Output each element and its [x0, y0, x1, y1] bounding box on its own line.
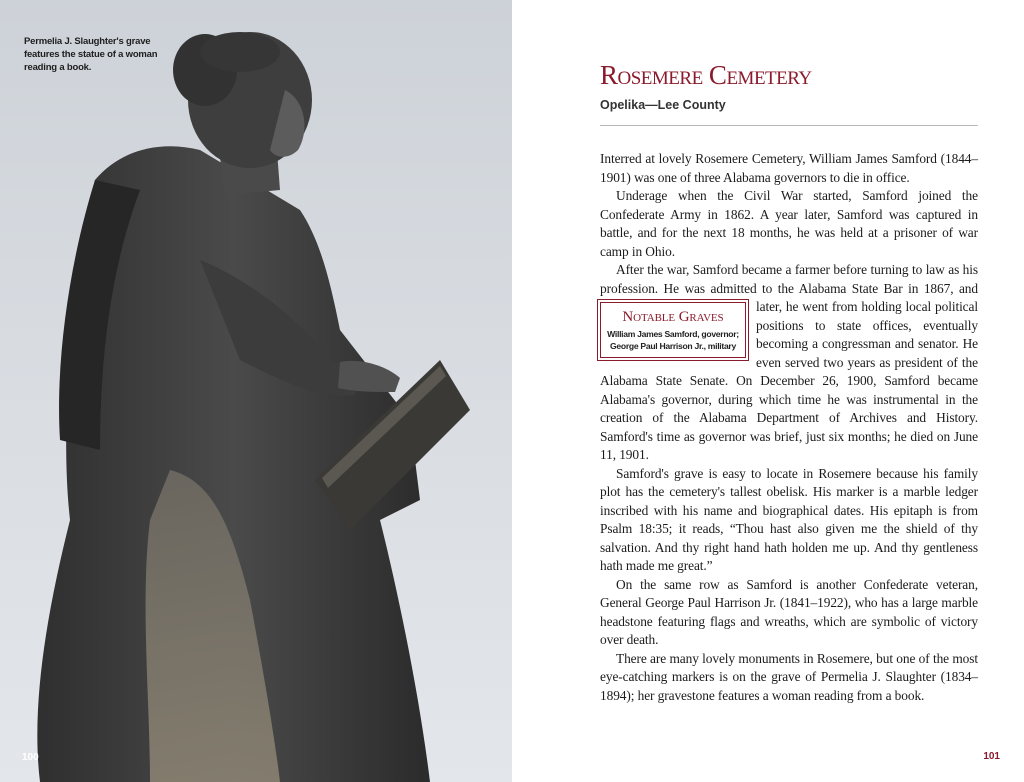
notable-graves-line-1: William James Samford, governor; [607, 329, 739, 339]
title-rule [600, 125, 978, 126]
notable-graves-line-2: George Paul Harrison Jr., military [610, 341, 736, 351]
page-number-right: 101 [983, 751, 1000, 762]
paragraph-3 [600, 261, 978, 465]
paragraph-4: Samford's grave is easy to locate in Rosemere because his family plot has the cemetery's tallest obelisk. His marker is a marble ledger inscribed with his name and biographical dates. His epitaph is from Psalm 18:35; it reads, “Thou hast also given me the shield of thy salvation. And thy right hand hath holden me up. And thy gentleness hath made me great.” [600, 465, 978, 573]
paragraph-5: On the same row as Samford is another Confederate veteran, General George Paul Harrison Jr. (1841–1922), who has a large marble headstone featuring flags and wreaths, which are symbolic of victory over death. [600, 576, 978, 647]
paragraph-6: There are many lovely monuments in Rosemere, but one of the most eye-catching markers is on the grave of Permelia J. Slaughter (1834–1894); her gravestone features a woman reading from a book. [600, 650, 978, 703]
chapter-title: Rosemere Cemetery [600, 60, 812, 90]
paragraph-3-part-a: After the war, Samford became a farmer before turning to law as his profession. He was admitted to the Alabama State Bar in [600, 262, 978, 296]
paragraph-1: Interred at lovely Rosemere Cemetery, William James Samford (1844–1901) was one of three Alabama governors to die in office. [600, 151, 978, 185]
notable-graves-box [600, 302, 746, 358]
page-number-left: 100 [22, 752, 39, 763]
photo-caption: Permelia J. Slaughter's grave features the statue of a woman reading a book. [24, 36, 158, 73]
body-text [600, 150, 978, 705]
paragraph-3-part-b: 1867, and later, he went from holding local political positions to state offices, eventually becoming a congressman and senator. He even served two years as president of the Alabama State Senate. On December 26, 1900, Samford became Alabama's governor, during which time he was instrumental in the creation of the Alabama Department of Archives and History. Samford's time as governor was brief, just six months; he died on June 11, 1901. [600, 280, 978, 462]
right-page [512, 0, 1024, 782]
notable-graves-title: Notable Graves [622, 309, 724, 325]
paragraph-2: Underage when the Civil War started, Samford joined the Confederate Army in 1862. A year later, Samford was captured in battle, and for the next 18 months, he was held at a prisoner of war camp in Ohio. [600, 188, 978, 259]
chapter-subtitle: Opelika—Lee County [600, 98, 726, 112]
